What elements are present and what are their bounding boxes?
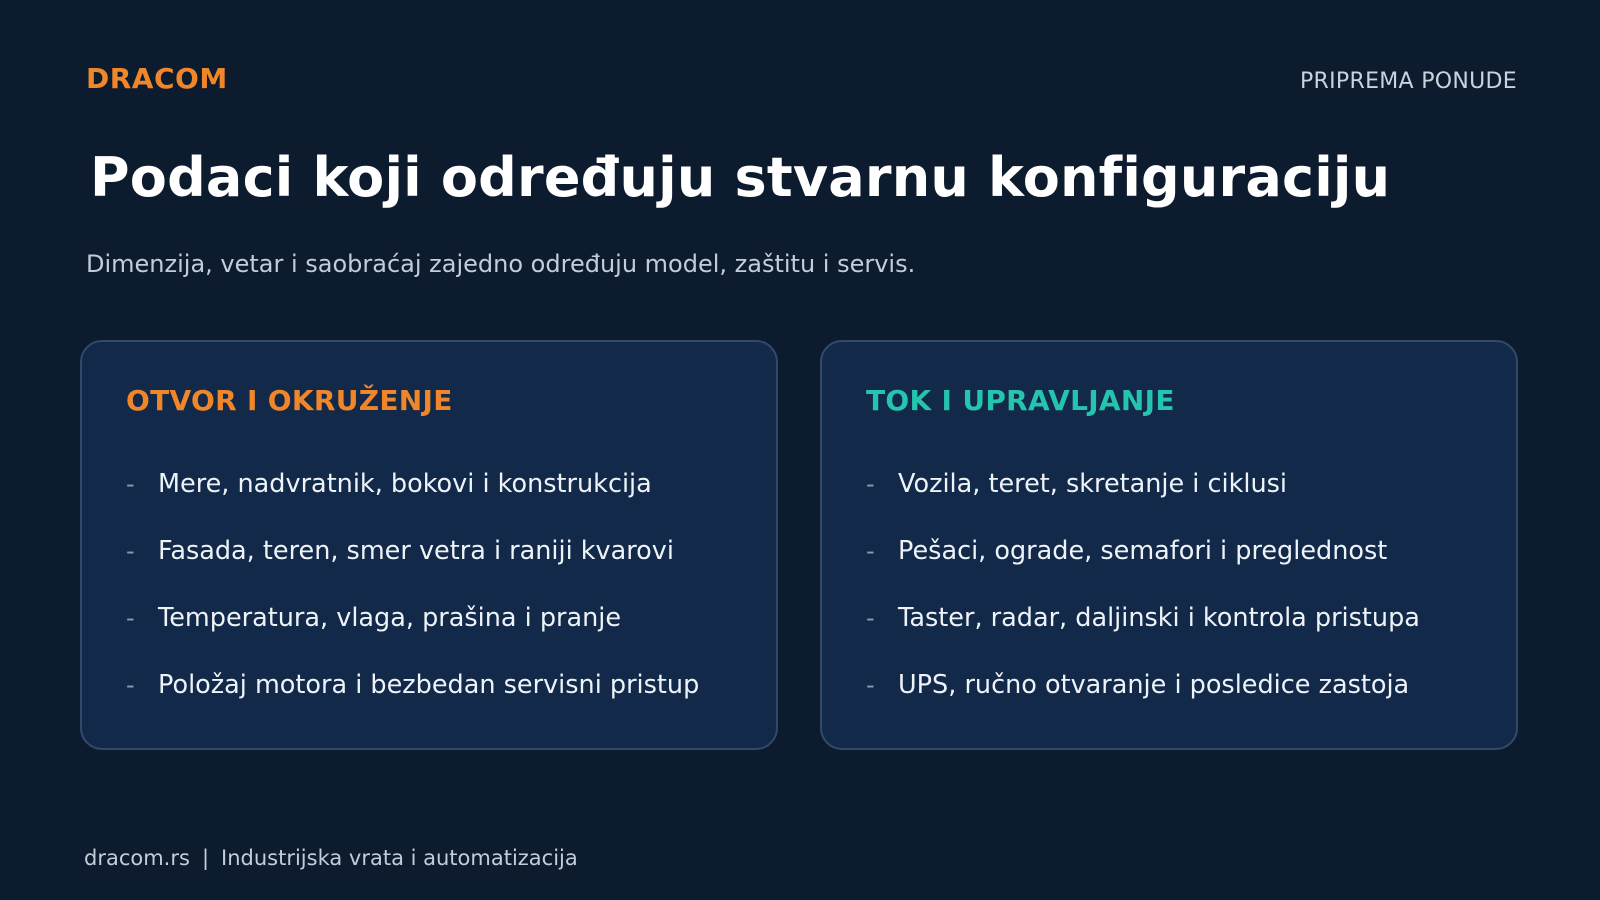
card-list xyxy=(866,450,1420,718)
list-item-text: Vozila, teret, skretanje i ciklusi xyxy=(898,468,1287,499)
list-item xyxy=(866,517,1420,584)
footer-tagline: Industrijska vrata i automatizacija xyxy=(221,846,578,870)
list-item xyxy=(126,584,699,651)
dash-bullet-icon: - xyxy=(866,536,875,565)
list-item-text: Pešaci, ograde, semafori i preglednost xyxy=(898,535,1388,566)
dash-bullet-icon: - xyxy=(866,469,875,498)
card-otvor-okruzenje xyxy=(80,340,778,750)
card-tok-upravljanje xyxy=(820,340,1518,750)
list-item-text: Taster, radar, daljinski i kontrola pristupa xyxy=(898,602,1420,633)
list-item-text: Mere, nadvratnik, bokovi i konstrukcija xyxy=(158,468,652,499)
dash-bullet-icon: - xyxy=(126,469,135,498)
footer xyxy=(84,846,578,870)
brand-logo: DRACOM xyxy=(86,62,228,95)
list-item xyxy=(866,450,1420,517)
list-item xyxy=(866,651,1420,718)
list-item-text: UPS, ručno otvaranje i posledice zastoja xyxy=(898,669,1410,700)
list-item xyxy=(126,450,699,517)
list-item-text: Fasada, teren, smer vetra i raniji kvarovi xyxy=(158,535,674,566)
list-item xyxy=(866,584,1420,651)
list-item-text: Položaj motora i bezbedan servisni pristup xyxy=(158,669,700,700)
dash-bullet-icon: - xyxy=(866,670,875,699)
card-heading: TOK I UPRAVLJANJE xyxy=(866,384,1175,417)
page-title: Podaci koji određuju stvarnu konfiguraciju xyxy=(90,146,1391,209)
footer-separator: | xyxy=(201,846,210,870)
list-item-text: Temperatura, vlaga, prašina i pranje xyxy=(158,602,622,633)
dash-bullet-icon: - xyxy=(126,536,135,565)
footer-site-link[interactable]: dracom.rs xyxy=(84,846,190,870)
section-label: PRIPREMA PONUDE xyxy=(1299,69,1517,94)
card-heading: OTVOR I OKRUŽENJE xyxy=(126,384,453,417)
list-item xyxy=(126,651,699,718)
list-item xyxy=(126,517,699,584)
dash-bullet-icon: - xyxy=(866,603,875,632)
dash-bullet-icon: - xyxy=(126,670,135,699)
page-subtitle: Dimenzija, vetar i saobraćaj zajedno određuju model, zaštitu i servis. xyxy=(86,250,916,278)
card-list xyxy=(126,450,699,718)
dash-bullet-icon: - xyxy=(126,603,135,632)
